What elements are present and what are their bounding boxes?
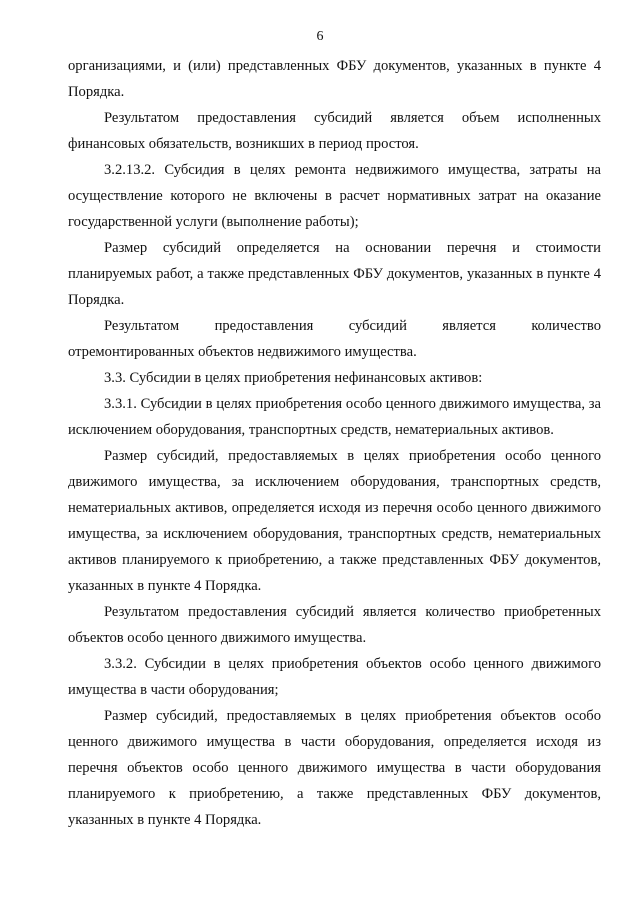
paragraph-repair-amount: Размер субсидий определяется на основании перечня и стоимости планируемых работ, а также представленных ФБУ документов, указанных в пункте 4 Порядка. [68,240,601,308]
paragraph-continuation: организациями, и (или) представленных ФБУ документов, указанных в пункте 4 Порядка. [68,58,601,100]
paragraph-movable-result: Результатом предоставления субсидий является количество приобретенных объектов особо ценного движимого имущества. [68,604,601,646]
paragraph-3-3: 3.3. Субсидии в целях приобретения нефинансовых активов: [104,370,483,386]
paragraph-repair-result: Результатом предоставления субсидий является количество отремонтированных объектов недвижимого имущества. [68,318,601,360]
paragraph-equipment-amount: Размер субсидий, предоставляемых в целях приобретения объектов особо ценного движимого имущества в части оборудования, определяется исходя из перечня объектов особо ценного движимого имущества в части оборудования планируемого к приобретению, а также представленных ФБУ документов, указанных в пункте 4 Порядка. [68,708,601,828]
document-body [68,53,601,833]
paragraph-3-3-2: 3.3.2. Субсидии в целях приобретения объектов особо ценного движимого имущества в части оборудования; [68,656,601,698]
paragraph-result-idle: Результатом предоставления субсидий является объем исполненных финансовых обязательств, возникших в период простоя. [68,110,601,152]
paragraph-movable-amount: Размер субсидий, предоставляемых в целях приобретения особо ценного движимого имущества, за исключением оборудования, транспортных средств, нематериальных активов, определяется исходя из перечня особо ценного движимого имущества, за исключением оборудования, транспортных средств, нематериальных активов планируемого к приобретению, а также представленных ФБУ документов, указанных в пункте 4 Порядка. [68,448,601,594]
paragraph-3-3-1: 3.3.1. Субсидии в целях приобретения особо ценного движимого имущества, за исключением оборудования, транспортных средств, нематериальных активов. [68,396,601,438]
page-number: 6 [316,29,324,44]
paragraph-3-2-13-2: 3.2.13.2. Субсидия в целях ремонта недвижимого имущества, затраты на осуществление которого не включены в расчет нормативных затрат на оказание государственной услуги (выполнение работы); [68,162,601,230]
